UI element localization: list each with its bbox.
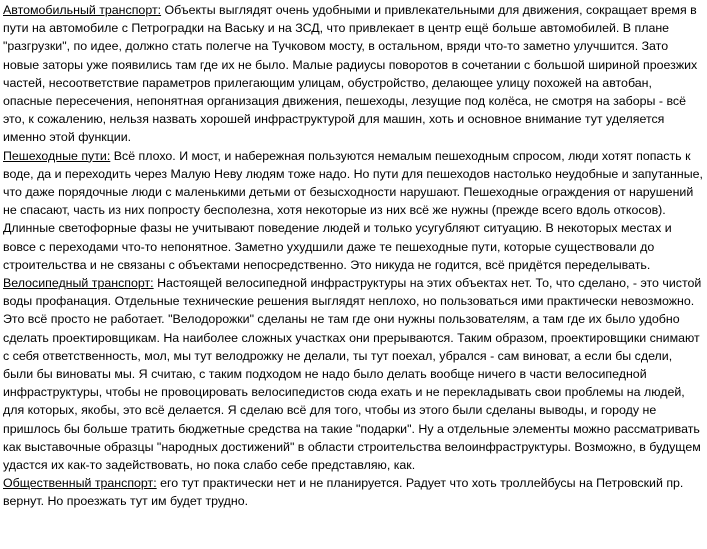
section-bicycle-transport [3,274,704,474]
section-title-pedestrian-paths: Пешеходные пути: [3,148,111,163]
section-text-pedestrian-paths: Всё плохо. И мост, и набережная пользуются немалым пешеходным спросом, люди хотят попасть к воде, да и переходить через Малую Неву людям тоже надо. Но пути для пешеходов настолько неудобные и запутанные, что даже порядочные люди с маленькими детьми от безысходности нарушают. Пешеходные ограждения от нарушений не спасают, часть из них попросту бесполезна, хотя некоторые из них всё же нужны (прежде всего вдоль откосов). Длинные светофорные фазы не учитывают поведение людей и только усугубляют ситуацию. В некоторых местах и вовсе с переходами что-то непонятное. Заметно ухудшили даже те пешеходные пути, которые существовали до строительства и не связаны с объектами непосредственно. Это никуда не годится, всё придётся переделывать. [3,148,703,272]
section-pedestrian-paths [3,147,704,274]
section-title-public-transport: Общественный транспорт: [3,476,157,491]
section-title-bicycle-transport: Велосипедный транспорт: [3,276,154,291]
section-text-car-transport: Объекты выглядят очень удобными и привлекательными для движения, сокращает время в пути на автомобиле с Петроградки на Ваську и на ЗСД, что привлекает в центр ещё больше автомобилей. В плане "разгрузки", по идее, должно стать полегче на Тучковом мосту, в остальном, вряди что-то заметно улучшится. Зато новые заторы уже появились там где их не было. Малые радиусы поворотов в сочетании с большой шириной проезжих частей, несоответствие параметров прилегающим улицам, обустройство, делающее улицу похожей на автобан, опасные пересечения, непонятная организация движения, пешеходы, лезущие под колёса, не смотря на заборы - всё это, к сожалению, нельзя назвать хорошей инфраструктурой для машин, хоть и основное внимание тут уделяется именно этой функции. [3,3,698,145]
section-text-bicycle-transport: Настоящей велосипедной инфраструктуры на этих объектах нет. То, что сделано, - это чистой воды профанация. Отдельные технические решения выглядят неплохо, но пользоваться ими практически невозможно. Это всё просто не работает. "Велодорожки" сделаны не там где они нужны пользователям, а там где их было удобно сделать проектировщикам. На наиболее сложных участках они прерываются. Таким образом, проектировщики снимают с себя ответственность, мол, мы тут велодрожку не делали, ты тут поехал, убрался - сам виноват, а если бы сдели, были бы виноваты мы. Я считаю, с таким подходом не надо было делать вообще ничего в части велосипедной инфраструктуры, чтобы не провоцировать велосипедистов сюда ехать и не перекладывать свои проблемы на людей, для которых, якобы, это всё делается. Я сделаю всё для того, чтобы из этого были сделаны выводы, и городу не пришлось бы больше тратить бюджетные средства на такие "подарки". Ну а отдельные элементы можно рассматривать как выставочные образцы "народных достижений" в области строительства велоинфраструктуры. Возможно, в будущем удастся их как-то задействовать, но пока слабо себе представляю, как. [3,276,702,473]
section-car-transport [3,1,704,147]
section-text-public-transport: его тут практически нет и не планируется. Радует что хоть троллейбусы на Петровский пр. вернут. Но проезжать тут им будет трудно. [3,476,684,509]
section-title-car-transport: Автомобильный транспорт: [3,3,162,17]
section-public-transport [3,474,704,510]
